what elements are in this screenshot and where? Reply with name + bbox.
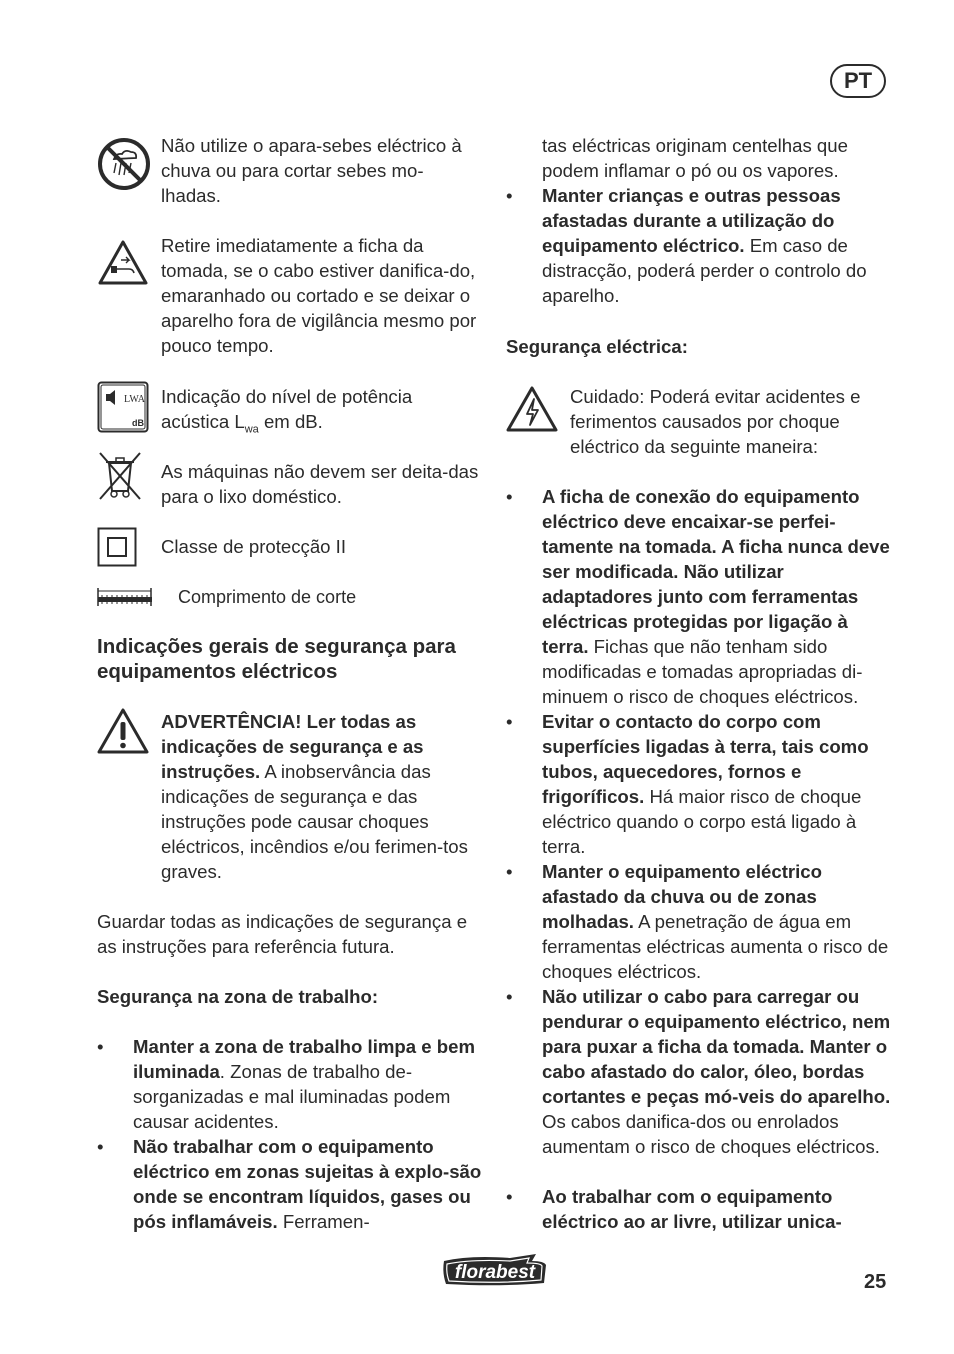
work-area-subheading: Segurança na zona de trabalho: — [97, 986, 379, 1007]
brand-logo — [440, 1253, 550, 1287]
class-ii-icon — [97, 527, 137, 573]
disposal-text: As máquinas não devem ser deita-das para o lixo doméstico. — [161, 461, 479, 507]
sound-power-icon — [97, 381, 149, 439]
unplug-warning-icon — [97, 238, 149, 292]
electrical-safety-subheading: Segurança eléctrica: — [506, 336, 688, 357]
warning-triangle-icon — [97, 707, 149, 761]
db-label: dB — [132, 418, 144, 428]
section-heading: Indicações gerais de segurança para equipamentos eléctricos — [97, 635, 456, 683]
crossed-bin-icon — [97, 451, 143, 509]
class-ii-text: Classe de protecção II — [161, 536, 347, 557]
lwa-label: LWA — [124, 394, 145, 405]
no-rain-text: Não utilize o apara-sebes eléctrico à chuva ou para cortar sebes mo-lhadas. — [161, 135, 462, 206]
no-rain-icon — [97, 137, 151, 197]
logo-text: florabest — [454, 1262, 536, 1283]
warning-text: ADVERTÊNCIA! Ler todas as indicações de segurança e as instruções. A inobservância das indicações de segurança e das instruções pode causar choques eléctricos, incêndios e/ou ferimen-tos graves. — [161, 711, 468, 882]
keep-instructions-text: Guardar todas as indicações de segurança e as instruções para referência futura. — [97, 911, 468, 957]
continuation-text: tas eléctricas originam centelhas que podem inflamar o pó ou os vapores. — [542, 135, 848, 181]
unplug-warning-text: Retire imediatamente a ficha da tomada, se o cabo estiver danifica-do, emaranhado ou cortado e se deixar o aparelho fora de vigilância mesmo por pouco tempo. — [161, 235, 477, 356]
caution-text: Cuidado: Poderá evitar acidentes e ferimentos causados por choque eléctrico da seguinte maneira: — [570, 386, 861, 457]
cutting-length-icon — [97, 586, 155, 614]
electric-hazard-icon — [506, 385, 558, 439]
cutting-length-text: Comprimento de corte — [178, 587, 357, 607]
language-badge: PT — [830, 64, 886, 98]
page-number: 25 — [864, 1271, 887, 1293]
sound-power-text: Indicação do nível de potência acústica $L_{wa}$ em dB. — [161, 386, 413, 436]
